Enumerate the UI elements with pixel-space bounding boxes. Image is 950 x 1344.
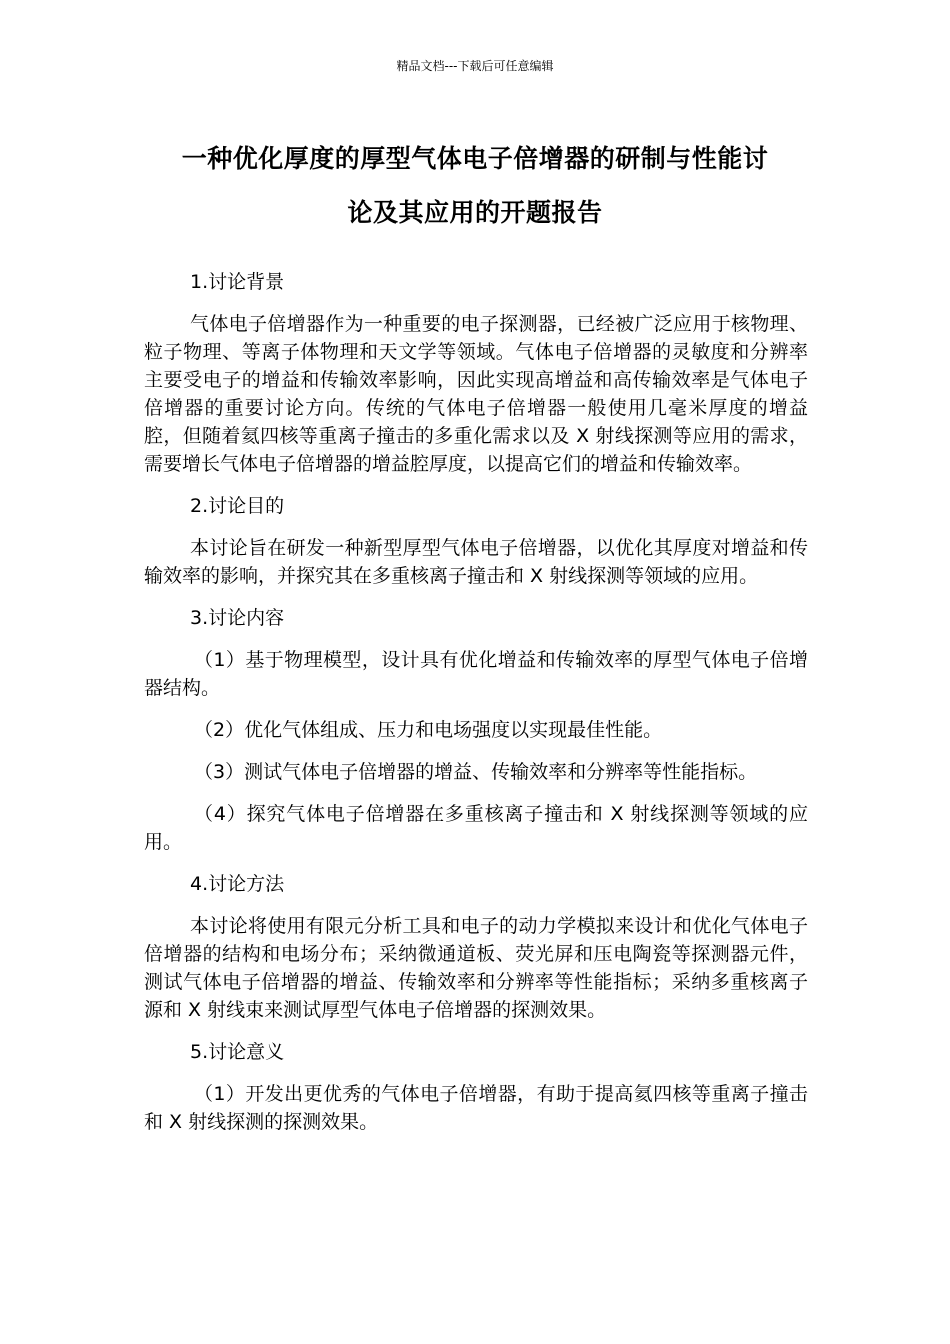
content-item-3: （3）测试气体电子倍增器的增益、传输效率和分辨率等性能指标。 xyxy=(194,761,758,783)
content-item-1: （1）基于物理模型，设计具有优化增益和传输效率的厚型气体电子倍增器结构。 xyxy=(144,649,808,699)
section-heading-purpose: 2.讨论目的 xyxy=(190,495,285,517)
document-title xyxy=(140,132,810,240)
section-heading-method: 4.讨论方法 xyxy=(190,873,285,895)
significance-item-1: （1）开发出更优秀的气体电子倍增器，有助于提高氦四核等重离子撞击和 X 射线探测的探测效果。 xyxy=(144,1083,808,1133)
section-heading-significance: 5.讨论意义 xyxy=(190,1041,285,1063)
paragraph-purpose: 本讨论旨在研发一种新型厚型气体电子倍增器，以优化其厚度对增益和传输效率的影响，并探究其在多重核离子撞击和 X 射线探测等领域的应用。 xyxy=(144,537,808,587)
content-item-2: （2）优化气体组成、压力和电场强度以实现最佳性能。 xyxy=(194,719,663,741)
paragraph-background: 气体电子倍增器作为一种重要的电子探测器，已经被广泛应用于核物理、粒子物理、等离子体物理和天文学等领域。气体电子倍增器的灵敏度和分辨率主要受电子的增益和传输效率影响，因此实现高增益和高传输效率是气体电子倍增器的重要讨论方向。传统的气体电子倍增器一般使用几毫米厚度的增益腔，但随着氦四核等重离子撞击的多重化需求以及 X 射线探测等应用的需求，需要增长气体电子倍增器的增益腔厚度，以提高它们的增益和传输效率。 xyxy=(144,313,808,475)
page-header: 精品文档---下载后可任意编辑 xyxy=(396,59,554,73)
paragraph-method: 本讨论将使用有限元分析工具和电子的动力学模拟来设计和优化气体电子倍增器的结构和电场分布；采纳微通道板、荧光屏和压电陶瓷等探测器元件，测试气体电子倍增器的增益、传输效率和分辨率等性能指标；采纳多重核离子源和 X 射线束来测试厚型气体电子倍增器的探测效果。 xyxy=(144,915,808,1021)
section-heading-background: 1.讨论背景 xyxy=(190,271,285,293)
document-body xyxy=(144,268,808,1150)
title-line-1: 一种优化厚度的厚型气体电子倍增器的研制与性能讨 xyxy=(181,144,769,173)
content-item-4: （4）探究气体电子倍增器在多重核离子撞击和 X 射线探测等领域的应用。 xyxy=(144,803,808,853)
section-heading-content: 3.讨论内容 xyxy=(190,607,285,629)
title-line-2: 论及其应用的开题报告 xyxy=(347,198,603,227)
